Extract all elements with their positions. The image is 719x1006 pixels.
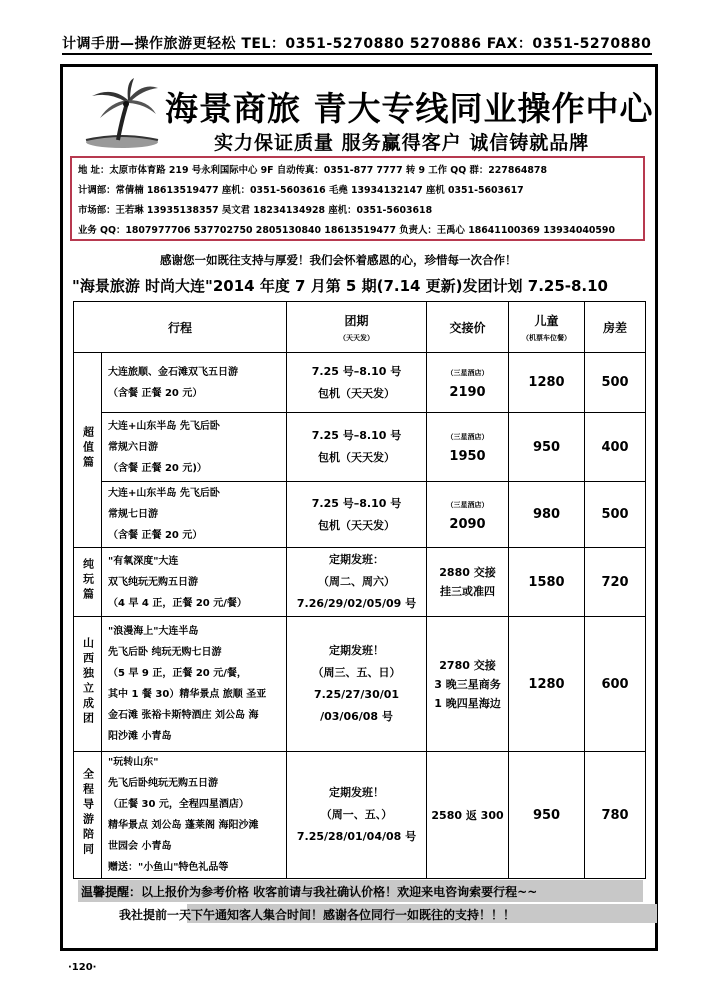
- price-line: 挂三或准四: [440, 585, 496, 598]
- page-title: 海景商旅 青大专线同业操作中心: [165, 89, 654, 128]
- page-number: ·120·: [68, 962, 97, 973]
- date-line: 包机（天天发）: [318, 386, 396, 400]
- category-cell: [74, 617, 102, 752]
- route-line: （含餐 正餐 20 元)）: [108, 462, 207, 474]
- price-value: 2090: [449, 516, 486, 532]
- date-line: 定期发班！: [329, 644, 385, 657]
- route-line: （正餐 30 元，全程四星酒店）: [108, 799, 249, 810]
- room-diff: 500: [585, 353, 646, 413]
- date-cell: [287, 617, 427, 752]
- route-line: 其中 1 餐 30）精华景点 旅顺 圣亚: [108, 689, 267, 700]
- palm-tree-logo-icon: [82, 78, 162, 150]
- price-cell: [427, 617, 509, 752]
- category-label: 纯玩篇: [81, 557, 95, 603]
- room-diff: 780: [585, 752, 646, 879]
- date-line: 7.25/28/01/04/08 号: [296, 830, 417, 843]
- category-label: 山西独立成团: [81, 637, 95, 727]
- price-cell: [427, 548, 509, 617]
- child-price: 950: [509, 413, 585, 482]
- category-label: 超值篇: [81, 425, 95, 471]
- route-line: 大连+山东半岛 先飞后卧: [108, 420, 220, 432]
- header-topline-text: 计调手册—操作旅游更轻松 TEL：0351-5270880 5270886 FAX：0351-5270880: [62, 36, 652, 52]
- price-cell: [427, 752, 509, 879]
- table-row: [74, 752, 646, 879]
- route-line: 大连+山东半岛 先飞后卧: [108, 488, 220, 499]
- price-cell: [427, 413, 509, 482]
- date-cell: [287, 353, 427, 413]
- price-line: 2580 返 300: [431, 808, 504, 822]
- contact-line-ops: 计调部：常倩楠 18613519477 座机：0351-5603616 毛堯 13934132147 座机 0351-5603617: [78, 185, 524, 196]
- price-line: 3 晚三星商务: [434, 677, 501, 691]
- route-line: （5 早 9 正，正餐 20 元/餐，: [108, 668, 247, 679]
- price-line: 2780 交接: [439, 658, 496, 672]
- date-line: 7.26/29/02/05/09 号: [296, 597, 417, 610]
- child-price: 1280: [509, 617, 585, 752]
- route-line: 大连旅顺、金石滩双飞五日游: [108, 366, 238, 378]
- route-line: 精华景点 刘公岛 蓬莱阁 海阳沙滩: [108, 820, 259, 831]
- route-line: 常规六日游: [108, 441, 158, 453]
- notice-line-1: 温馨提醒：以上报价为参考价格 收客前请与我社确认价格！欢迎来电咨询索要行程~~: [81, 885, 538, 899]
- child-price: 1580: [509, 548, 585, 617]
- contact-line-market: 市场部：王若琳 13935138357 吴文君 18234134928 座机：0351-5603618: [78, 205, 433, 216]
- table-header-row: [74, 302, 646, 353]
- table-row: [74, 482, 646, 548]
- date-line: 7.25/27/30/01: [313, 688, 400, 701]
- date-line: 定期发班：: [329, 553, 385, 566]
- header-child-label: 儿童: [534, 313, 559, 328]
- route-line: 先飞后卧纯玩无购五日游: [108, 778, 218, 789]
- contact-line-qq: 业务 QQ：1807977706 537702750 2805130840 18613519477 负责人：王禹心 18641100369 13934040590: [78, 225, 615, 236]
- contact-box: [70, 156, 645, 241]
- header-route: 行程: [74, 302, 287, 353]
- date-cell: [287, 482, 427, 548]
- child-price: 950: [509, 752, 585, 879]
- header-child: [509, 302, 585, 353]
- header-rule: [62, 53, 652, 55]
- route-line: "浪漫海上"大连半岛: [108, 626, 199, 637]
- date-cell: [287, 413, 427, 482]
- category-label: 全程导游陪同: [81, 768, 95, 858]
- child-price: 980: [509, 482, 585, 548]
- route-cell: [102, 752, 287, 879]
- date-line: 包机（天天发）: [318, 451, 396, 464]
- route-line: "玩转山东": [108, 757, 159, 768]
- route-line: 双飞纯玩无购五日游: [108, 576, 198, 588]
- route-line: 常规七日游: [108, 509, 158, 520]
- price-tag: （三星酒店）: [446, 368, 489, 377]
- date-cell: [287, 752, 427, 879]
- table-row: [74, 353, 646, 413]
- header-room: 房差: [585, 302, 646, 353]
- header-date: [287, 302, 427, 353]
- route-line: 金石滩 张裕卡斯特酒庄 刘公岛 海: [108, 710, 259, 721]
- category-cell: [74, 752, 102, 879]
- route-line: （4 早 4 正，正餐 20 元/餐）: [108, 597, 247, 609]
- header-date-label: 团期: [344, 313, 369, 328]
- table-row: [74, 548, 646, 617]
- route-cell: [102, 413, 287, 482]
- route-line: "有氧深度"大连: [108, 555, 179, 567]
- notice-line-2: 我社提前一天下午通知客人集合时间！感谢各位同行一如既往的支持！！！: [119, 908, 516, 922]
- date-line: 7.25 号–8.10 号: [311, 364, 402, 378]
- route-cell: [102, 353, 287, 413]
- route-cell: [102, 482, 287, 548]
- header-price: 交接价: [427, 302, 509, 353]
- route-line: 世园会 小青岛: [108, 841, 172, 852]
- room-diff: 600: [585, 617, 646, 752]
- route-line: （含餐 正餐 20 元）: [108, 530, 203, 541]
- contact-line-address: 地 址：太原市体育路 219 号永利国际中心 9F 自动传真：0351-877 7777 转 9 工作 QQ 群：227864878: [78, 165, 547, 176]
- price-tag: （三星酒店）: [446, 500, 489, 509]
- table-row: [74, 617, 646, 752]
- date-line: 7.25 号–8.10 号: [311, 429, 402, 442]
- price-value: 1950: [449, 449, 486, 464]
- route-line: （含餐 正餐 20 元）: [108, 387, 203, 399]
- header-topline: [62, 33, 652, 53]
- route-line: 先飞后卧 纯玩无购七日游: [108, 647, 222, 658]
- price-line: 1 晚四星海边: [434, 696, 501, 710]
- date-line: 包机（天天发）: [318, 518, 396, 532]
- plan-heading: "海景旅游 时尚大连"2014 年度 7 月第 5 期(7.14 更新)发团计划 7.25-8.10: [72, 277, 608, 295]
- brand-slogan: 实力保证质量 服务赢得客户 诚信铸就品牌: [214, 132, 590, 154]
- price-tag: （三星酒店）: [446, 433, 489, 441]
- date-line: 7.25 号–8.10 号: [311, 496, 402, 510]
- date-line: （周三、五、日）: [312, 666, 401, 679]
- date-line: （周一、五、）: [320, 808, 393, 821]
- child-price: 1280: [509, 353, 585, 413]
- room-diff: 720: [585, 548, 646, 617]
- date-line: /03/06/08 号: [320, 710, 393, 723]
- date-line: 定期发班！: [329, 786, 385, 799]
- tour-plan-table: [73, 301, 646, 879]
- price-cell: [427, 353, 509, 413]
- route-line: 阳沙滩 小青岛: [108, 731, 172, 742]
- price-line: 2880 交接: [439, 566, 496, 579]
- date-line: （周二、周六）: [318, 575, 396, 588]
- route-line: 赠送："小鱼山"特色礼品等: [108, 862, 229, 873]
- category-cell: [74, 548, 102, 617]
- price-cell: [427, 482, 509, 548]
- route-cell: [102, 548, 287, 617]
- date-cell: [287, 548, 427, 617]
- notice-box: [75, 880, 643, 925]
- table-row: [74, 413, 646, 482]
- price-value: 2190: [449, 384, 486, 400]
- category-cell: [74, 353, 102, 548]
- header-date-sub: （天天发）: [339, 333, 375, 342]
- header-child-sub: （机票车位餐）: [522, 333, 572, 342]
- room-diff: 400: [585, 413, 646, 482]
- thanks-message: 感谢您一如既往支持与厚爱！我们会怀着感恩的心，珍惜每一次合作！: [160, 253, 517, 267]
- route-cell: [102, 617, 287, 752]
- room-diff: 500: [585, 482, 646, 548]
